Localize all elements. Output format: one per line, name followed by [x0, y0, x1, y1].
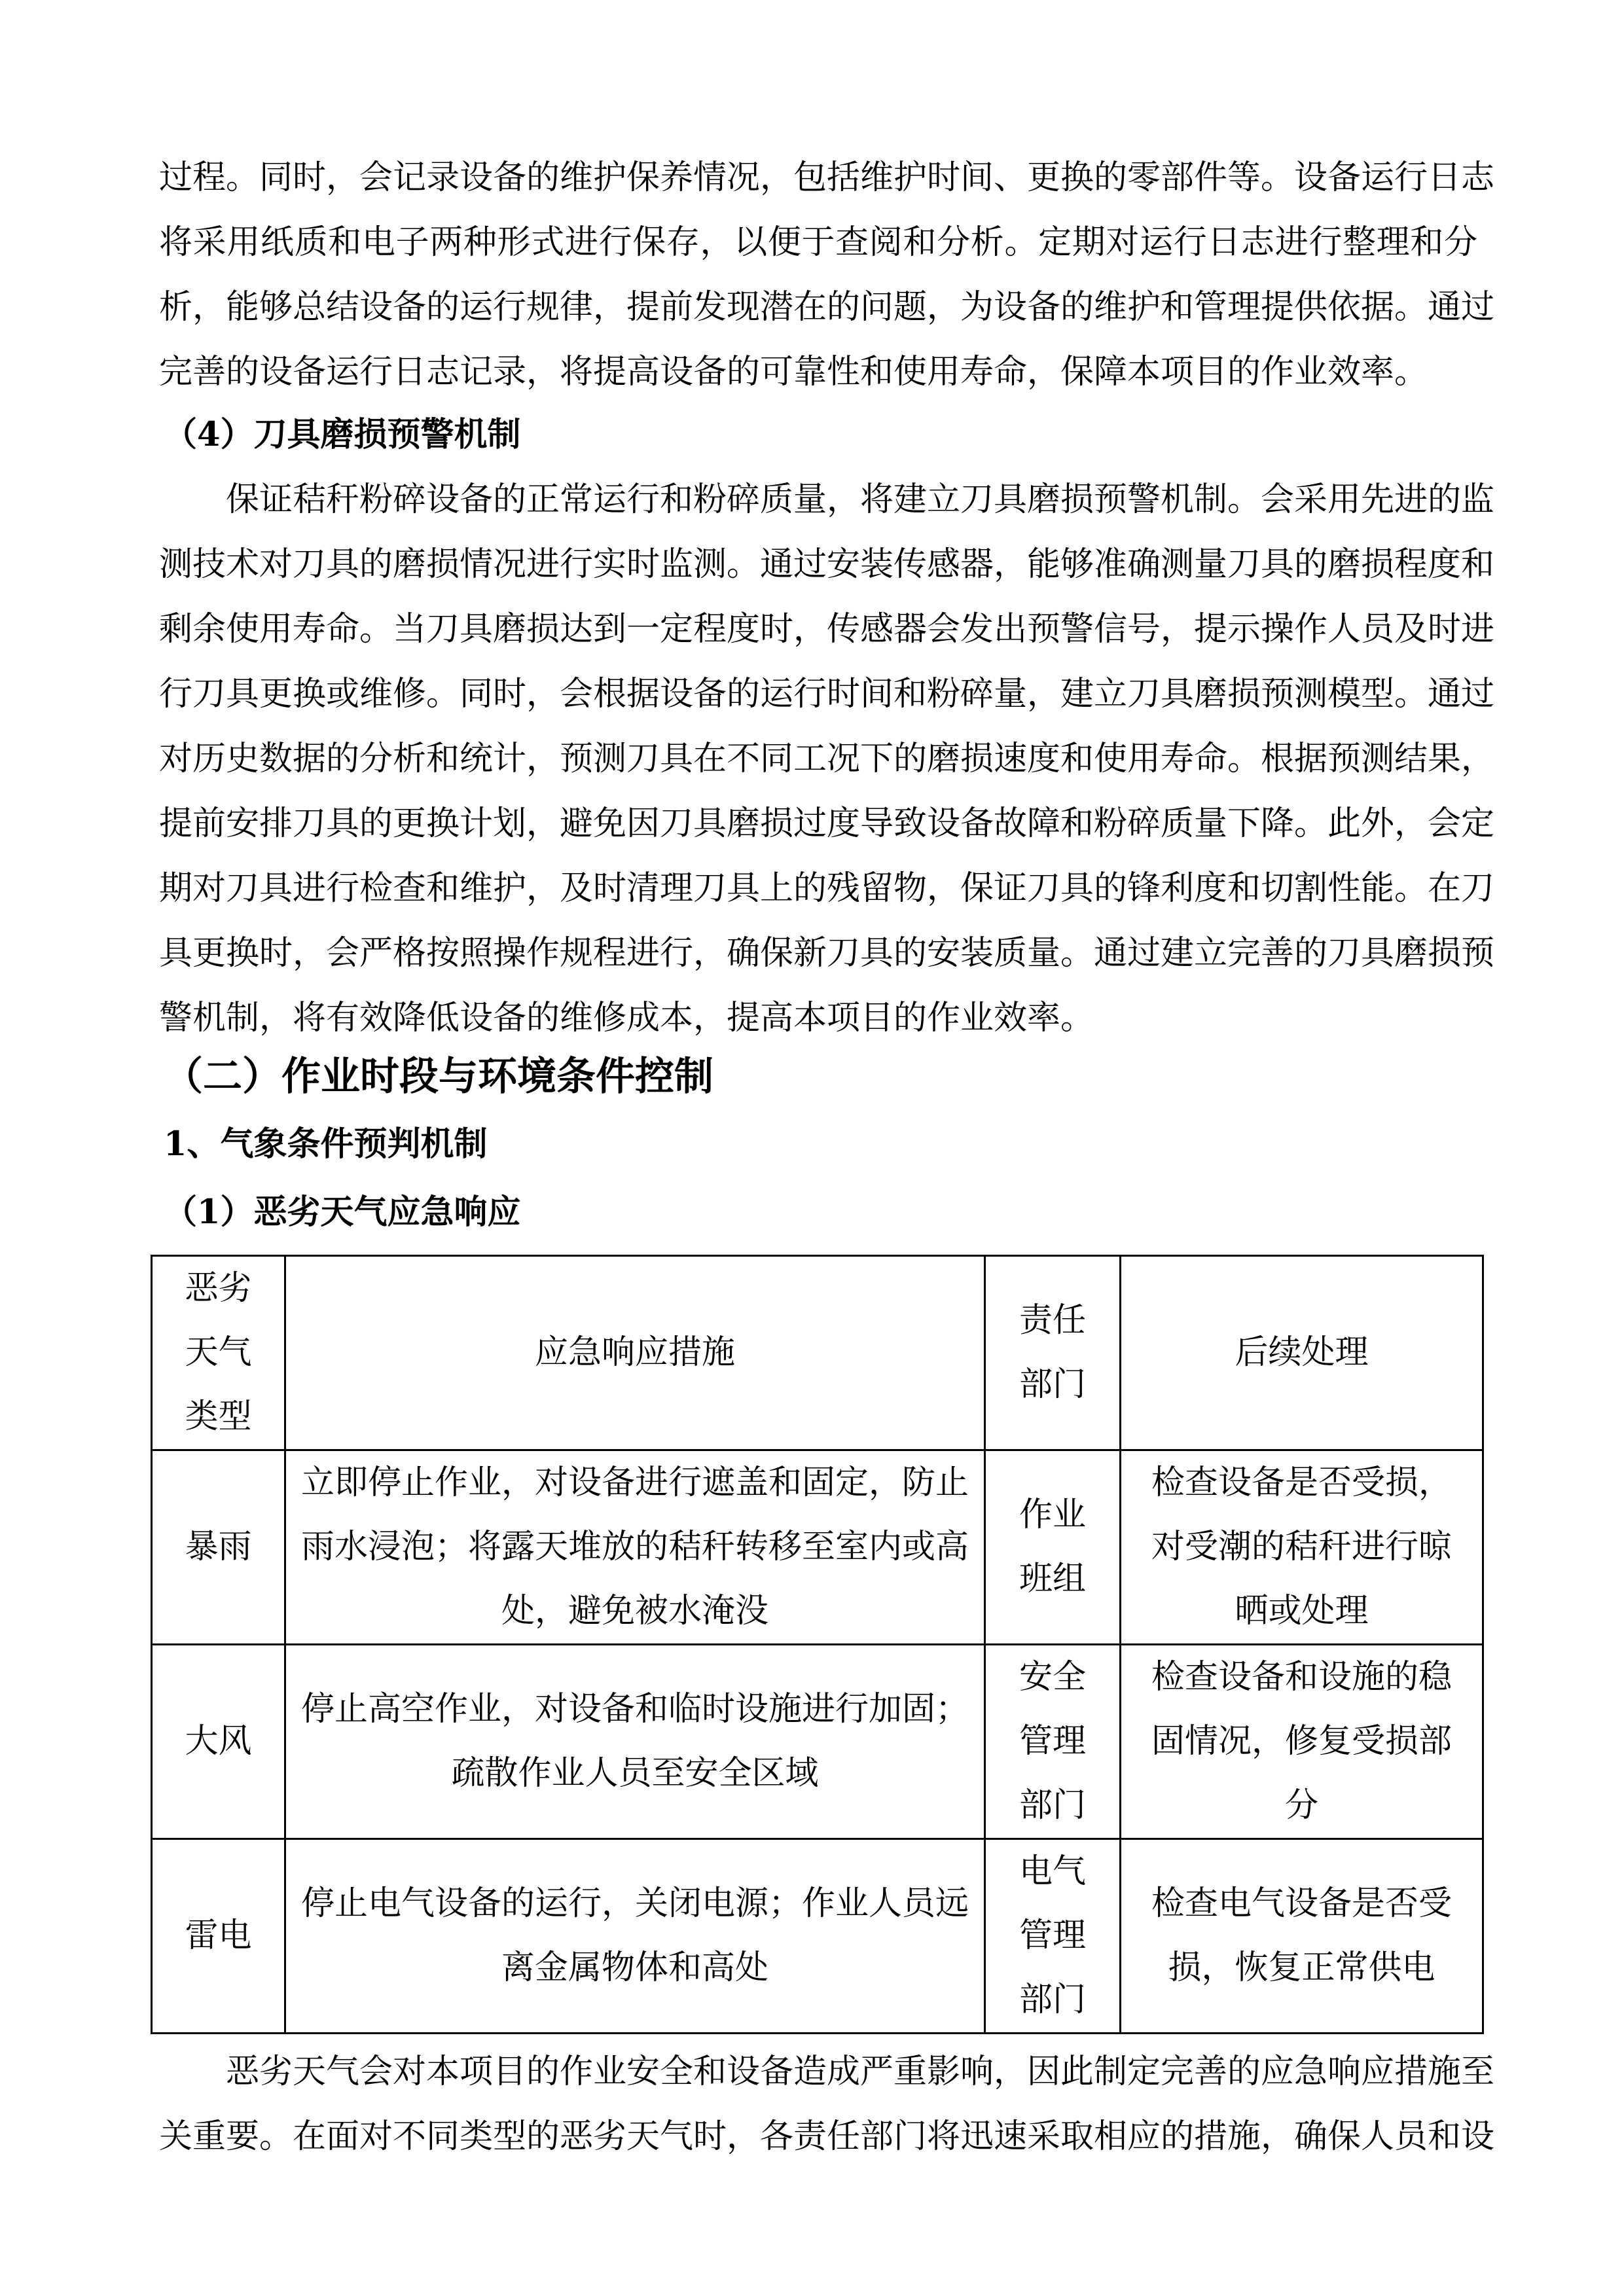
- severe-weather-table: [151, 1255, 1484, 2034]
- table-row: [152, 1839, 1483, 2034]
- cell-follow-up: 检查电气设备是否受损，恢复正常供电: [1121, 1839, 1483, 2034]
- text-line: 警机制，将有效降低设备的维修成本，提高本项目的作业效率。: [159, 999, 1094, 1037]
- cell-weather-type: 雷电: [152, 1839, 285, 2034]
- cell-weather-type: 大风: [152, 1645, 285, 1839]
- text-line: 对历史数据的分析和统计，预测刀具在不同工况下的磨损速度和使用寿命。根据预测结果，: [159, 740, 1495, 778]
- paragraph-tool-wear: [159, 467, 1495, 1050]
- text-line: 完善的设备运行日志记录，将提高设备的可靠性和使用寿命，保障本项目的作业效率。: [159, 353, 1428, 391]
- cell-dept: 电气管理部门: [985, 1839, 1121, 2034]
- cell-response: 立即停止作业，对设备进行遮盖和固定，防止雨水浸泡；将露天堆放的秸秆转移至室内或高处，避免被水淹没: [285, 1450, 985, 1645]
- cell-follow-up: 检查设备是否受损，对受潮的秸秆进行晾晒或处理: [1121, 1450, 1483, 1645]
- table-header-row: [152, 1256, 1483, 1450]
- cell-follow-up: 检查设备和设施的稳固情况，修复受损部分: [1121, 1645, 1483, 1839]
- header-weather-type: 恶劣天气类型: [152, 1256, 285, 1450]
- text-line: 析，能够总结设备的运行规律，提前发现潜在的问题，为设备的维护和管理提供依据。通过: [159, 288, 1495, 327]
- text-line: 关重要。在面对不同类型的恶劣天气时，各责任部门将迅速采取相应的措施，确保人员和设: [159, 2117, 1495, 2156]
- table-row: [152, 1450, 1483, 1645]
- paragraph-equipment-log: [159, 145, 1495, 404]
- text-line: 将采用纸质和电子两种形式进行保存，以便于查阅和分析。定期对运行日志进行整理和分: [159, 223, 1477, 262]
- cell-response: 停止电气设备的运行，关闭电源；作业人员远离金属物体和高处: [285, 1839, 985, 2034]
- text-line: 期对刀具进行检查和维护，及时清理刀具上的残留物，保证刀具的锋利度和切割性能。在刀: [159, 869, 1495, 908]
- header-response-measures: 应急响应措施: [285, 1256, 985, 1450]
- section-heading: （二）作业时段与环境条件控制: [164, 1054, 713, 1100]
- header-responsible-dept: 责任部门: [985, 1256, 1121, 1450]
- cell-dept: 安全管理部门: [985, 1645, 1121, 1839]
- paragraph-weather-response: [159, 2039, 1495, 2169]
- heading-tool-wear-warning: （4）刀具磨损预警机制: [164, 415, 521, 454]
- text-line: 具更换时，会严格按照操作规程进行，确保新刀具的安装质量。通过建立完善的刀具磨损预: [159, 934, 1495, 973]
- subsection-heading: 1、气象条件预判机制: [164, 1124, 488, 1164]
- table-row: [152, 1645, 1483, 1839]
- cell-response: 停止高空作业，对设备和临时设施进行加固；疏散作业人员至安全区域: [285, 1645, 985, 1839]
- text-line: 剩余使用寿命。当刀具磨损达到一定程度时，传感器会发出预警信号，提示操作人员及时进: [159, 610, 1495, 649]
- text-line: 行刀具更换或维修。同时，会根据设备的运行时间和粉碎量，建立刀具磨损预测模型。通过: [159, 675, 1495, 713]
- cell-dept: 作业班组: [985, 1450, 1121, 1645]
- text-line: 提前安排刀具的更换计划，避免因刀具磨损过度导致设备故障和粉碎质量下降。此外，会定: [159, 804, 1495, 843]
- text-line: 过程。同时，会记录设备的维护保养情况，包括维护时间、更换的零部件等。设备运行日志: [159, 158, 1495, 197]
- text-line: 测技术对刀具的磨损情况进行实时监测。通过安装传感器，能够准确测量刀具的磨损程度和: [159, 545, 1495, 584]
- cell-weather-type: 暴雨: [152, 1450, 285, 1645]
- header-follow-up: 后续处理: [1121, 1256, 1483, 1450]
- text-line: 保证秸秆粉碎设备的正常运行和粉碎质量，将建立刀具磨损预警机制。会采用先进的监: [226, 480, 1495, 519]
- sub-subsection-heading: （1）恶劣天气应急响应: [164, 1193, 521, 1232]
- text-line: 恶劣天气会对本项目的作业安全和设备造成严重影响，因此制定完善的应急响应措施至: [226, 2053, 1495, 2091]
